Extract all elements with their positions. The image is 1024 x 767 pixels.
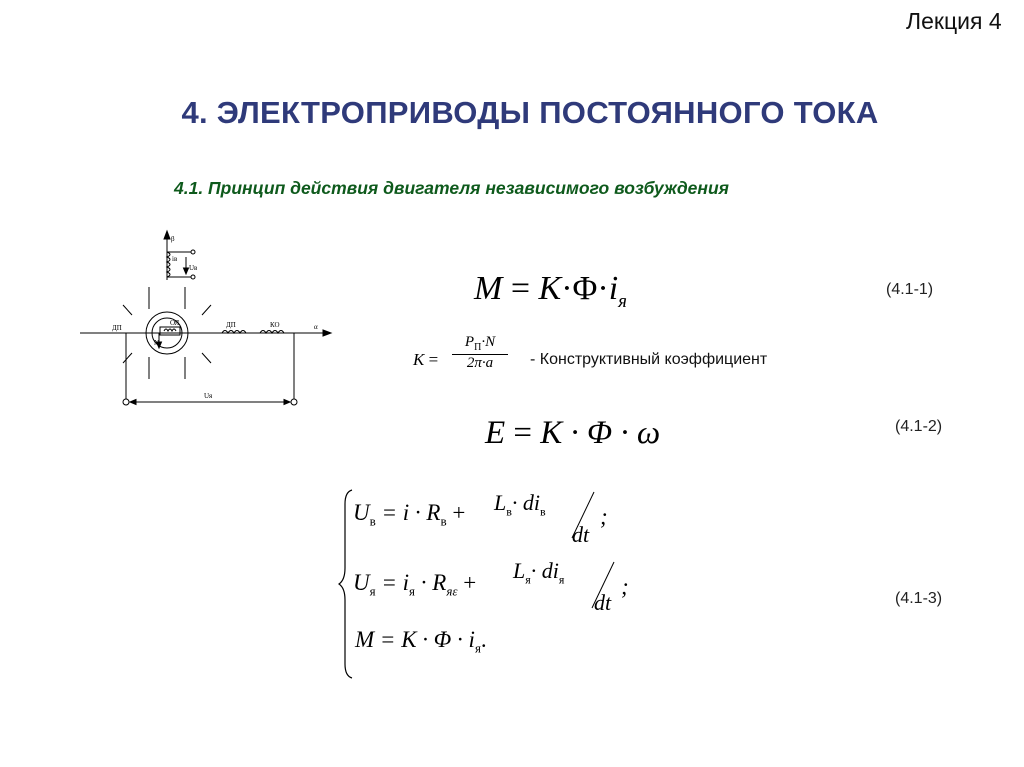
motor-circuit-diagram — [80, 225, 340, 410]
system-line-1-denominator: dt — [572, 522, 590, 547]
system-line-2-end: ; — [621, 574, 629, 599]
north-pole-label: N — [154, 339, 160, 347]
k-formula-fraction: $P_П\cdot N$ 2π·a — [452, 334, 508, 372]
right-commutating-pole-label: ДП — [226, 321, 236, 329]
armature-winding-label: ОЯ — [170, 319, 180, 327]
slide-title: 4. ЭЛЕКТРОПРИВОДЫ ПОСТОЯННОГО ТОКА — [181, 95, 879, 130]
compensating-winding-label: КО — [270, 321, 280, 329]
system-line-3: $M = K \cdot \Phi \cdot i_я$. — [355, 627, 487, 656]
system-line-2-denominator: dt — [594, 590, 612, 615]
left-commutating-pole-label: ДП — [112, 324, 122, 332]
lecture-label: Лекция 4 — [906, 8, 1002, 34]
equation-number-1: (4.1-1) — [886, 281, 934, 298]
system-line-2-numerator: $L_я\cdot di_я$ — [513, 558, 565, 587]
k-formula-lhs: K = — [413, 350, 439, 369]
equation-emf: E = K · Φ · ω — [485, 415, 661, 451]
equation-number-2: (4.1-2) — [895, 418, 943, 435]
armature-voltage-label: Uя — [204, 392, 213, 400]
alpha-label: α — [314, 323, 318, 331]
system-line-2: $U_я = i_я \cdot R_{я\varepsilon}$ + — [353, 570, 477, 599]
equation-number-3: (4.1-3) — [895, 590, 943, 607]
equation-torque: $M = K\cdot\Phi\cdot i_я$ — [474, 270, 628, 312]
system-line-1: $U_в = i \cdot R_в$ + — [353, 500, 466, 529]
system-line-1-end: ; — [600, 504, 608, 529]
k-formula-note: - Конструктивный коэффициент — [530, 351, 768, 368]
field-voltage-label: Uв — [189, 264, 198, 272]
beta-label: β — [171, 235, 175, 243]
system-line-1-numerator: $L_в\cdot di_в$ — [494, 490, 546, 519]
section-subtitle: 4.1. Принцип действия двигателя независимого возбуждения — [174, 178, 729, 198]
field-current-label: iв — [172, 255, 178, 263]
